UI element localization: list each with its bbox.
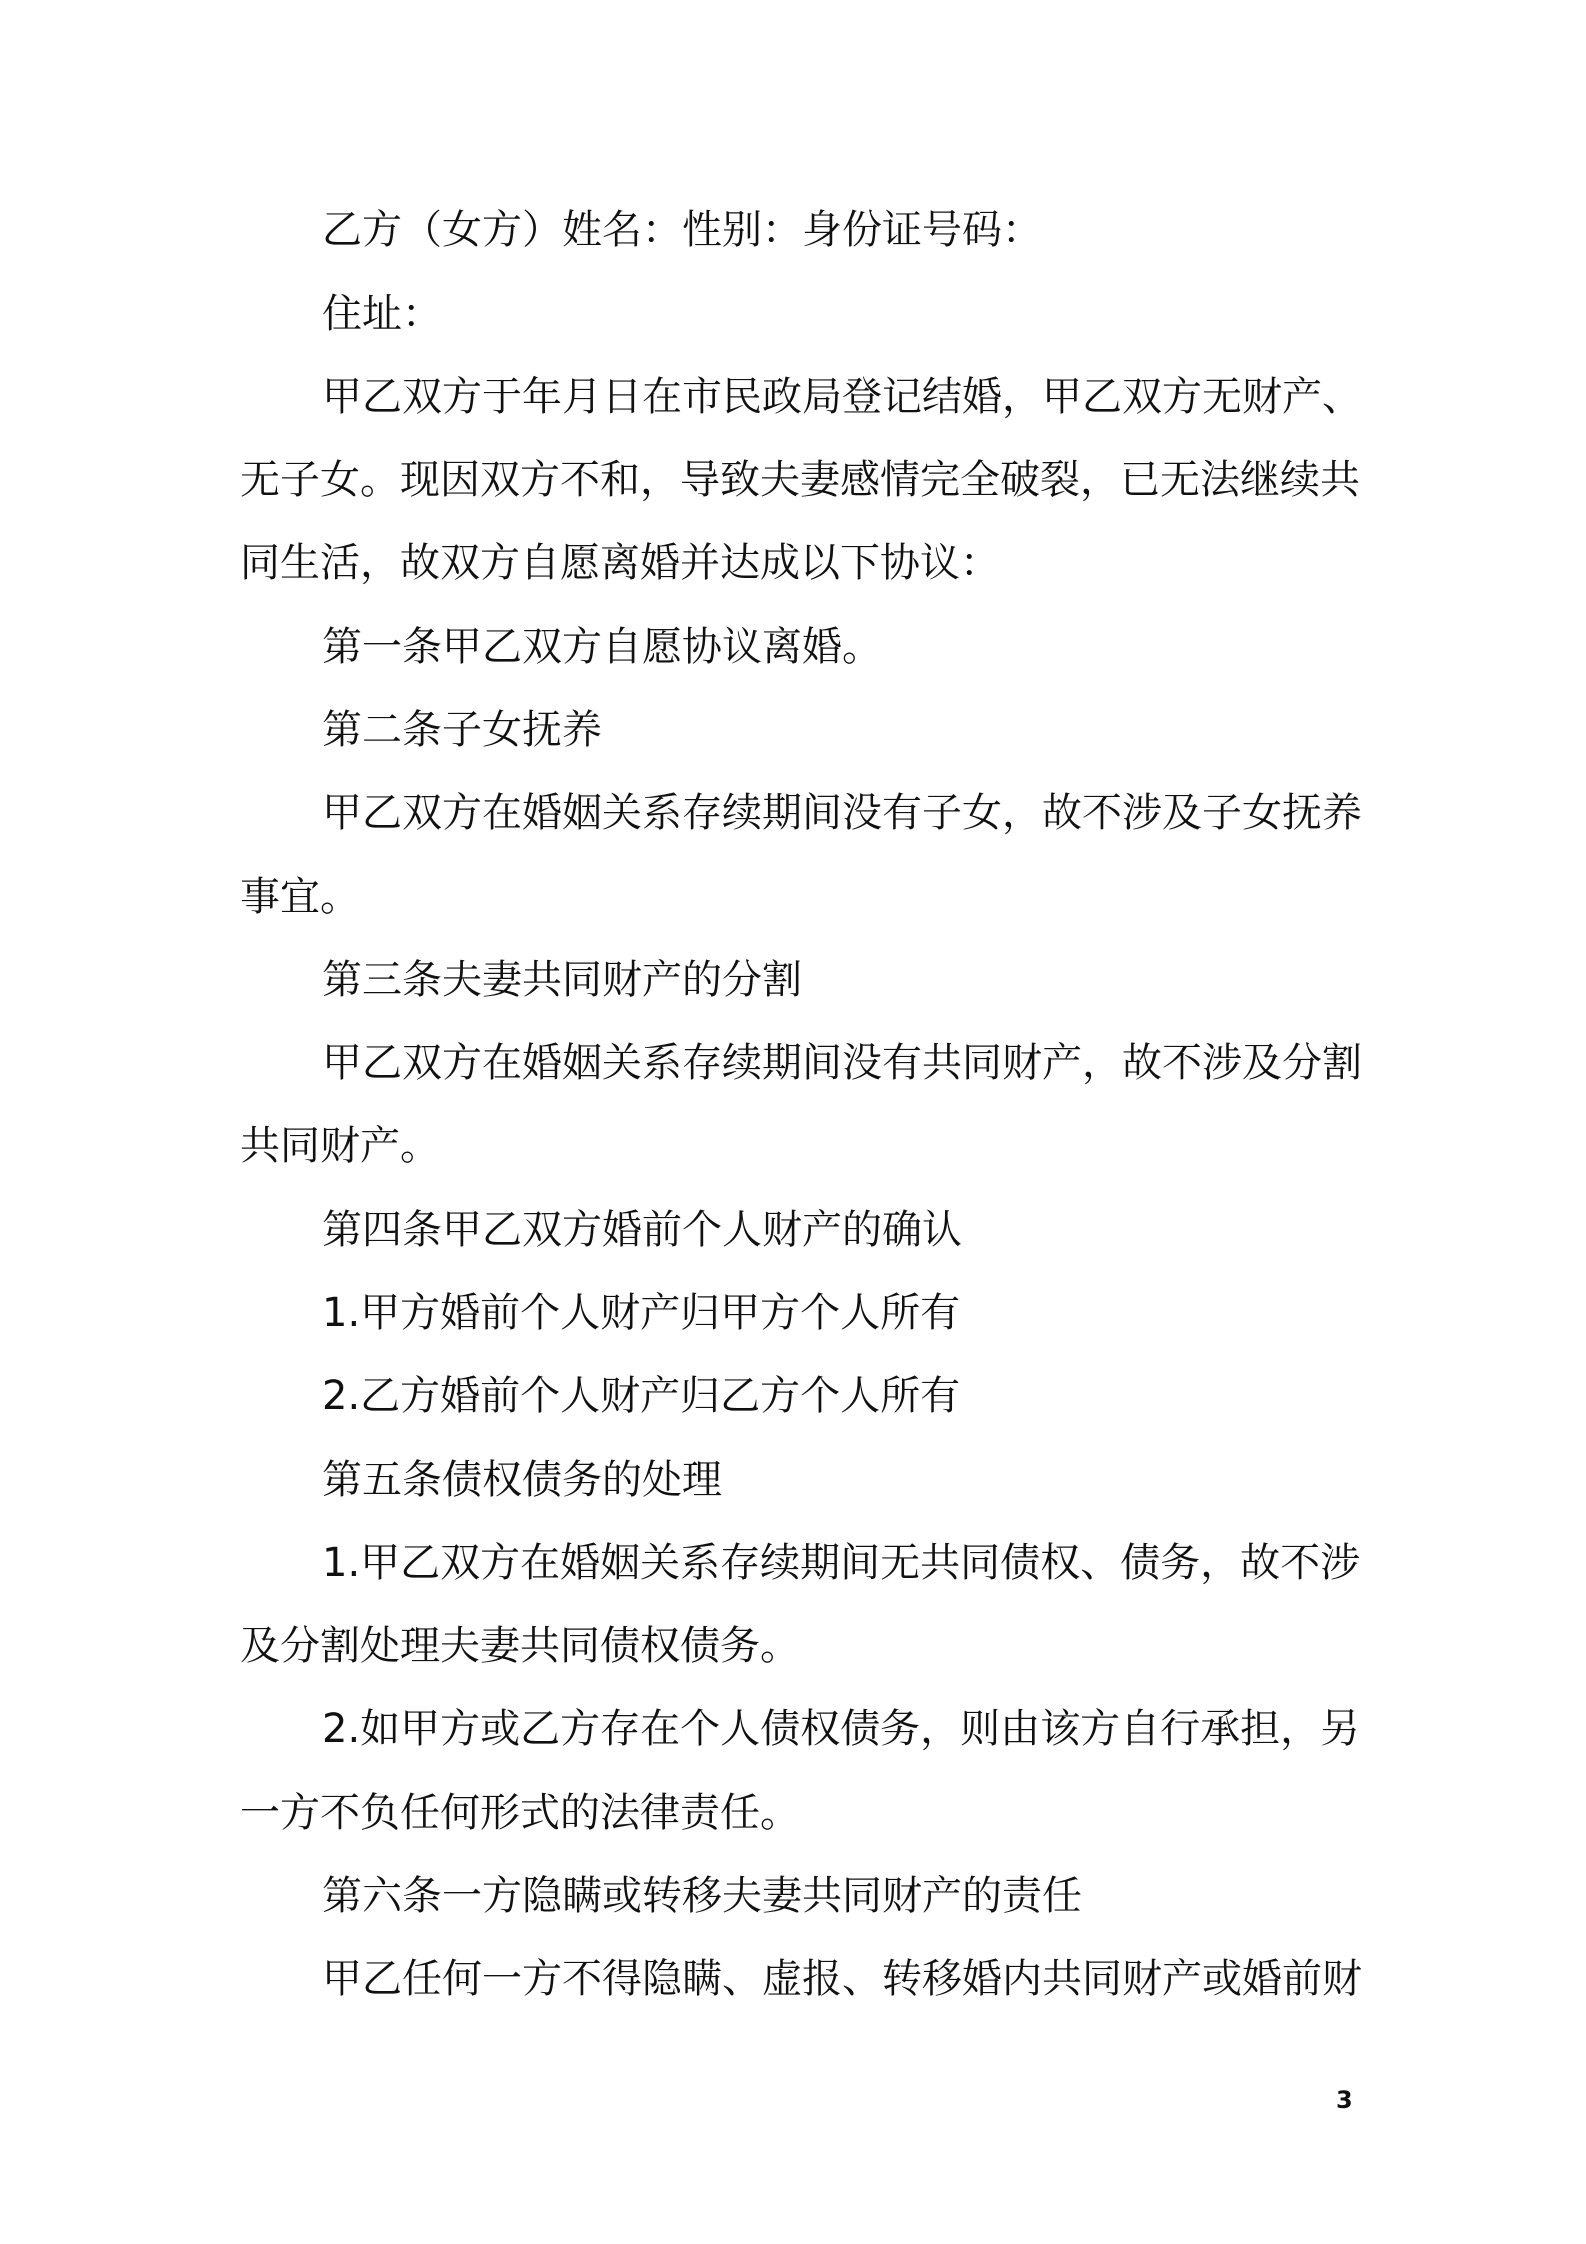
text-line-agreement-intro: 同生活，故双方自愿离婚并达成以下协议：: [240, 540, 1000, 586]
article-2-text-line-2: 事宜。: [240, 874, 360, 920]
article-3-text-line-2: 共同财产。: [240, 1123, 440, 1169]
article-5-item-1-line-2: 及分割处理夫妻共同债权债务。: [240, 1623, 800, 1669]
article-5-item-2-line-1: 2.如甲方或乙方存在个人债权债务，则由该方自行承担，另: [322, 1706, 1361, 1752]
text-line-relationship-breakdown: 无子女。现因双方不和，导致夫妻感情完全破裂，已无法继续共: [240, 457, 1360, 503]
article-3-text-line-1: 甲乙双方在婚姻关系存续期间没有共同财产，故不涉及分割: [322, 1040, 1362, 1086]
page-number: 3: [1336, 2086, 1353, 2114]
text-line-address: 住址：: [322, 291, 442, 337]
article-4-heading: 第四条甲乙双方婚前个人财产的确认: [322, 1207, 962, 1253]
article-1-heading: 第一条甲乙双方自愿协议离婚。: [322, 624, 882, 670]
article-2-heading: 第二条子女抚养: [322, 707, 602, 753]
article-5-item-2-line-2: 一方不负任何形式的法律责任。: [240, 1790, 800, 1836]
text-line-marriage-registration: 甲乙双方于年月日在市民政局登记结婚，甲乙双方无财产、: [322, 374, 1362, 420]
article-4-item-1: 1.甲方婚前个人财产归甲方个人所有: [322, 1290, 961, 1336]
article-3-heading: 第三条夫妻共同财产的分割: [322, 957, 802, 1003]
article-4-item-2: 2.乙方婚前个人财产归乙方个人所有: [322, 1373, 961, 1419]
article-5-item-1-line-1: 1.甲乙双方在婚姻关系存续期间无共同债权、债务，故不涉: [322, 1540, 1361, 1586]
article-6-heading: 第六条一方隐瞒或转移夫妻共同财产的责任: [322, 1873, 1082, 1919]
article-6-text-line-1: 甲乙任何一方不得隐瞒、虚报、转移婚内共同财产或婚前财: [322, 1956, 1362, 2002]
article-2-text-line-1: 甲乙双方在婚姻关系存续期间没有子女，故不涉及子女抚养: [322, 790, 1362, 836]
text-line-party-b-info: 乙方（女方）姓名：性别：身份证号码：: [322, 207, 1042, 253]
article-5-heading: 第五条债权债务的处理: [322, 1457, 722, 1503]
